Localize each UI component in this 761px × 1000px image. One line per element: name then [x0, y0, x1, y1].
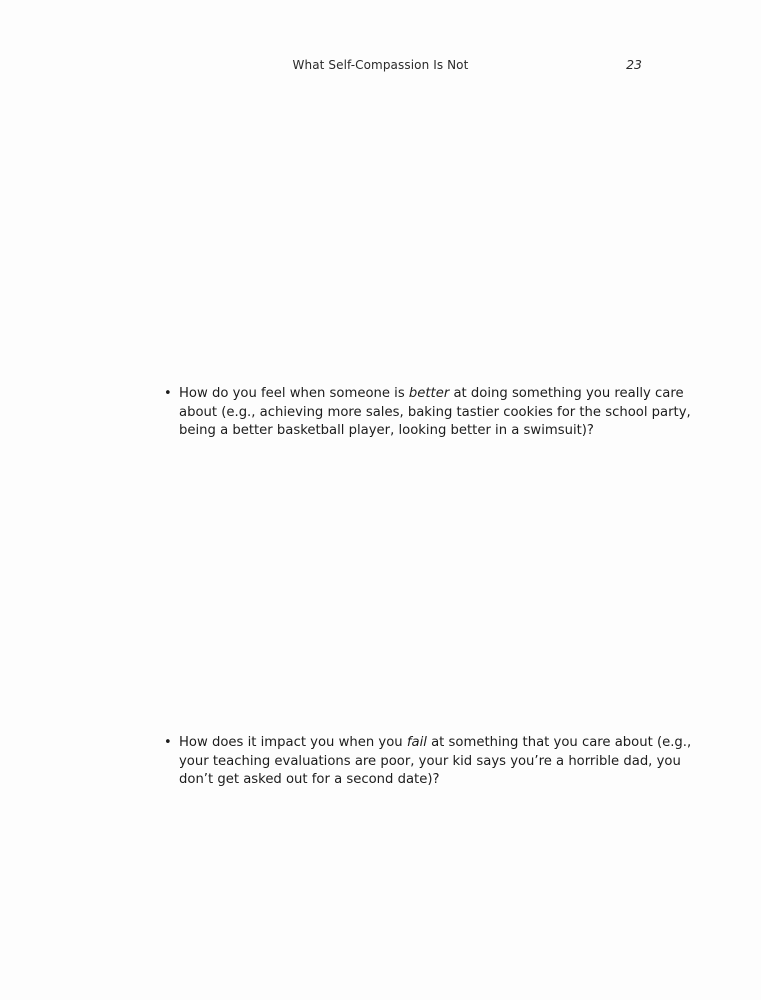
emphasis-text: better: [408, 386, 450, 401]
running-title: What Self-Compassion Is Not: [292, 58, 469, 72]
bullet-icon: •: [164, 386, 172, 401]
running-head: [0, 56, 761, 74]
prompt-line: your teaching evaluations are poor, your kid says you’re a horrible dad, you: [179, 753, 681, 769]
emphasis-text: fail: [406, 735, 427, 750]
prompt-line: being a better basketball player, looking better in a swimsuit)?: [179, 423, 594, 438]
prompt-line: How does it impact you when you fail at something that you care about (e.g.,: [179, 735, 692, 750]
bullet-icon: •: [164, 735, 172, 750]
prompt-line: don’t get asked out for a second date)?: [179, 772, 440, 787]
reflection-prompt-better: [164, 385, 691, 441]
prompt-line: How do you feel when someone is better at doing something you really care: [179, 386, 684, 401]
page-number: 23: [626, 57, 642, 72]
prompt-line: about (e.g., achieving more sales, baking tastier cookies for the school party,: [179, 404, 691, 420]
reflection-prompt-fail: [164, 734, 692, 790]
